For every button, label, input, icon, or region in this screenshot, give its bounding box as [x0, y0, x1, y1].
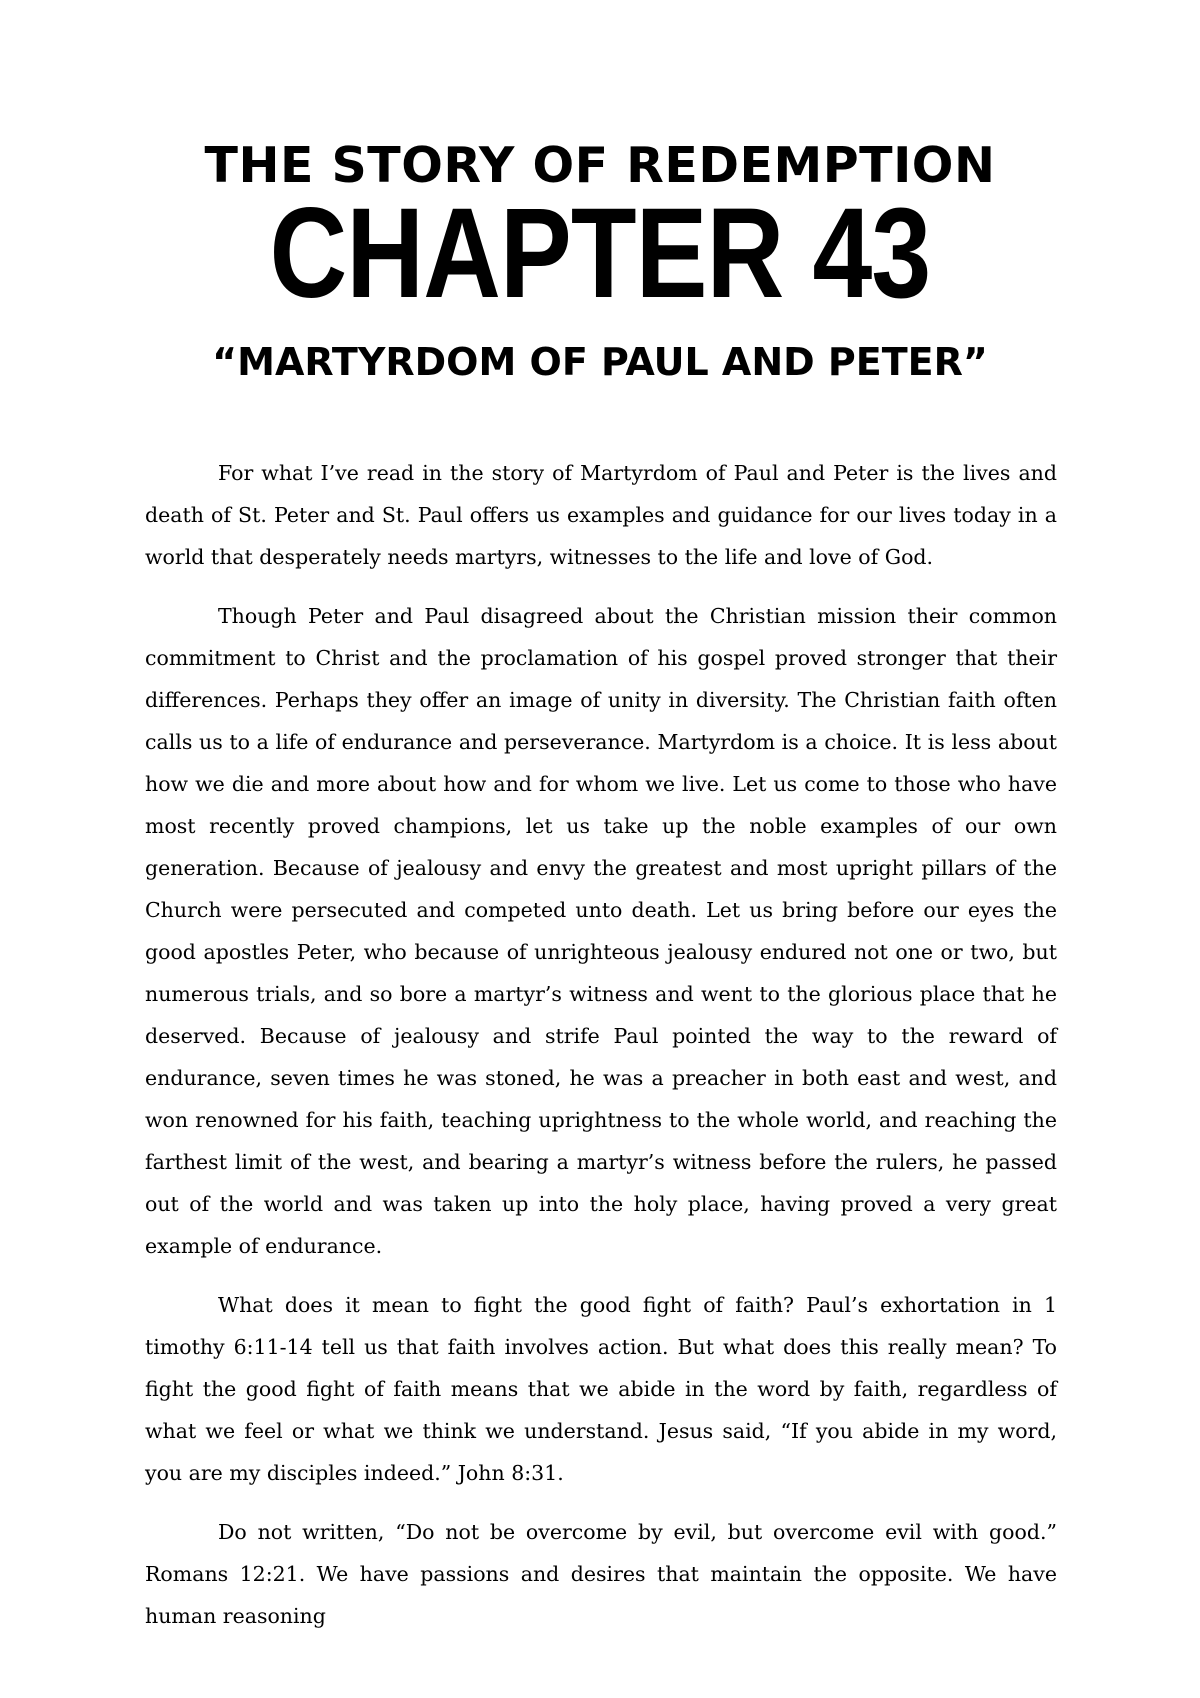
paragraph: For what I’ve read in the story of Martyrdom of Paul and Peter is the lives and death of St. Peter and St. Paul offers us examples and guidance for our lives today in a world that desperately needs martyrs, witnesses to the life and love of God. — [145, 461, 1057, 569]
chapter-title: CHAPTER 43 — [269, 182, 931, 325]
body-text — [145, 452, 1057, 1654]
paragraph: Though Peter and Paul disagreed about the Christian mission their common commitment to Christ and the proclamation of his gospel proved stronger that their differences. Perhaps they offer an image of unity in diversity. The Christian faith often calls us to a life of endurance and perseverance. Martyrdom is a choice. It is less about how we die and more about how and for whom we live. Let us come to those who have most recently proved champions, let us take up the noble examples of our own generation. Because of jealousy and envy the greatest and most upright pillars of the Church were persecuted and competed unto death. Let us bring before our eyes the good apostles Peter, who because of unrighteous jealousy endured not one or two, but numerous trials, and so bore a martyr’s witness and went to the glorious place that he deserved. Because of jealousy and strife Paul pointed the way to the reward of endurance, seven times he was stoned, he was a preacher in both east and west, and won renowned for his faith, teaching uprightness to the whole world, and reaching the farthest limit of the west, and bearing a martyr’s witness before the rulers, he passed out of the world and was taken up into the holy place, having proved a very great example of endurance. — [145, 604, 1057, 1258]
chapter-header — [0, 138, 1200, 384]
paragraph: What does it mean to fight the good fight of faith? Paul’s exhortation in 1 timothy 6:11-14 tell us that faith involves action. But what does this really mean? To fight the good fight of faith means that we abide in the word by faith, regardless of what we feel or what we think we understand. Jesus said, “If you abide in my word, you are my disciples indeed.” John 8:31. — [145, 1293, 1057, 1485]
chapter-subtitle: “MARTYRDOM OF PAUL AND PETER” — [212, 340, 988, 384]
paragraph: Do not written, “Do not be overcome by evil, but overcome evil with good.” Romans 12:21. We have passions and desires that maintain the opposite. We have human reasoning — [145, 1520, 1057, 1628]
series-title: THE STORY OF REDEMPTION — [204, 137, 996, 194]
